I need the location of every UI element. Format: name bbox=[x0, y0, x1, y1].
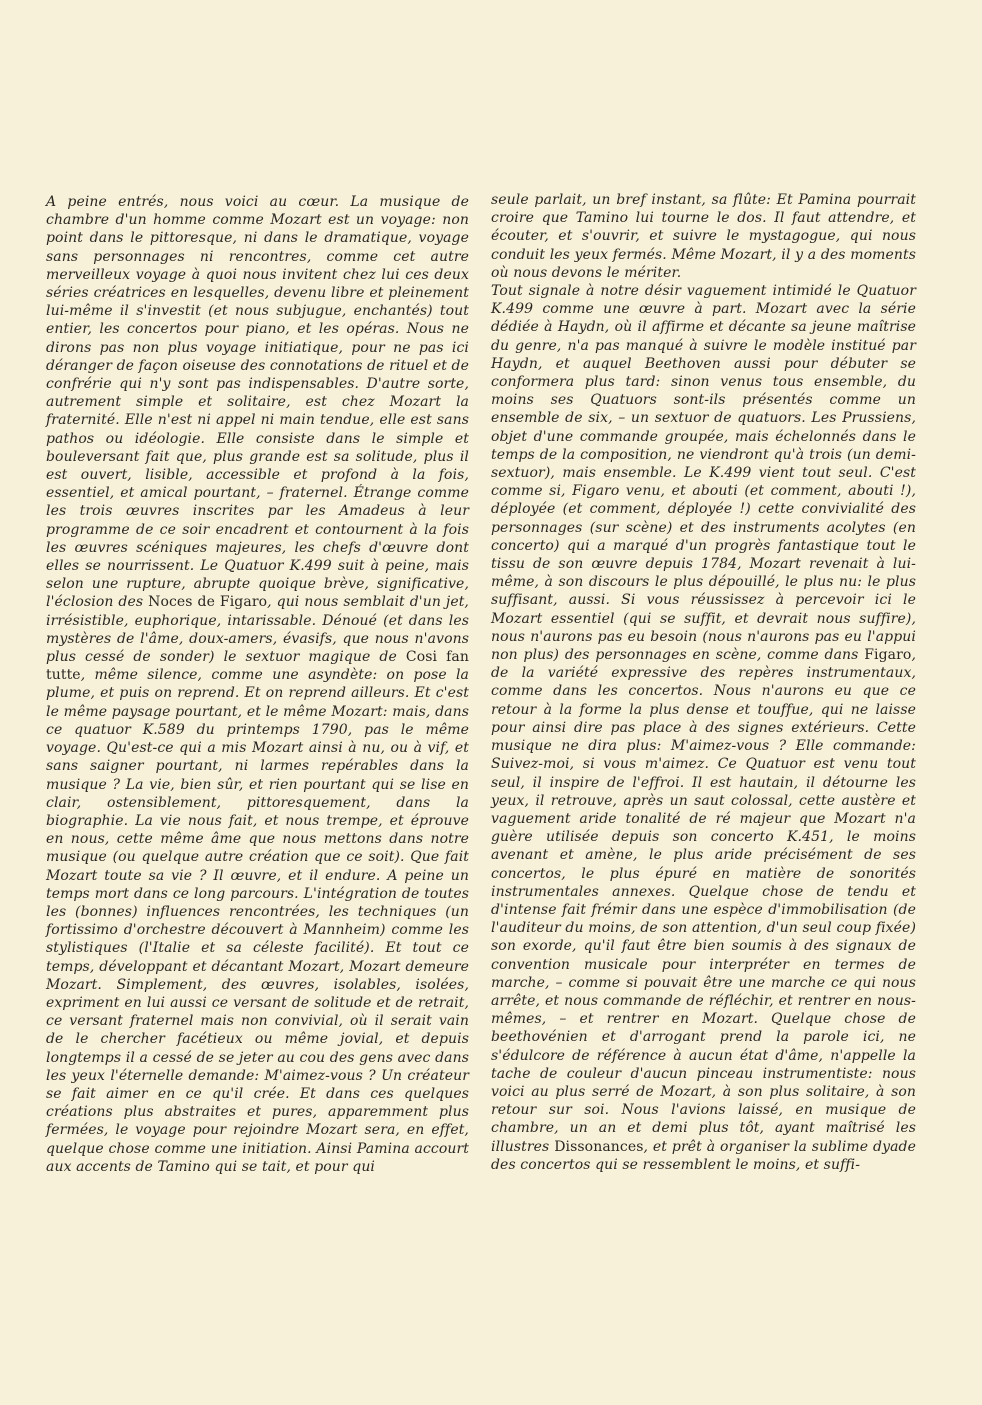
right-text-column bbox=[491, 191, 916, 1174]
right-paragraph-text-3: , et prêt à organiser la sublime dyade des concertos qui se ressemblent le moins, et suffi- bbox=[491, 1138, 916, 1173]
figaro-opera-title: Noces de Figaro bbox=[148, 594, 268, 611]
left-paragraph bbox=[46, 193, 469, 1176]
cosi-opera-title: Cosi fan tutte bbox=[46, 649, 469, 684]
right-paragraph-2 bbox=[491, 282, 916, 1174]
figaro-word: Figaro bbox=[864, 647, 912, 664]
left-paragraph-text-1: A peine entrés, nous voici au cœur. La musique de chambre d'un homme comme Mozart est un voyage: non point dans le pittoresque, ni dans le dramatique, voyage sans personnages ni rencontres, comme cet autre merveilleux voyage à quoi nous invitent chez lui ces deux séries créatrices en lesquelles, devenu libre et pleinement lui-même il s'investit (et nous subjugue, enchantés) tout entier, les concertos pour piano, et les opéras. Nous ne dirons pas non plus voyage initiatique, pour ne pas ici déranger de façon oiseuse des connotations de rituel et de confrérie qui n'y sont pas indispensables. D'autre sorte, autrement simple et solitaire, est chez Mozart la fraternité. Elle n'est ni appel ni main tendue, elle est sans pathos ou idéologie. Elle consiste dans le simple et bouleversant fait que, plus grande est sa solitude, plus il est ouvert, lisible, accessible et profond à la fois, essentiel, et amical pourtant, – fraternel. Étrange comme les trois œuvres inscrites par les Amadeus à leur programme de ce soir encadrent et contournent à la fois les œuvres scéniques majeures, les chefs d'œuvre dont elles se nourrissent. Le Quatuor K.499 suit à peine, mais selon une rupture, abrupte quoique brève, significative, l'éclosion des bbox=[46, 194, 469, 611]
right-paragraph-text-2: , de la variété expressive des repères instrumentaux, comme dans les concertos. Nous n'aurons eu que ce retour à la forme la plus dense et touffue, qui ne laisse pour ainsi dire pas place à des signes extérieurs. Cette musique ne dira plus: M'aimez-vous ? Elle commande: Suivez-moi, si vous m'aimez. Ce Quatuor est venu tout seul, il inspire de l'effroi. Il est hautain, il détourne les yeux, il retrouve, après un saut colossal, cette austère et vaguement aride tonalité de ré majeur que Mozart n'a guère utilisée depuis son concerto K.451, le moins avenant et amène, le plus aride précisément de ses concertos, le plus épuré en matière de sonorités instrumentales annexes. Quelque chose de tendu et d'intense fait frémir dans une espèce d'immobilisation (de l'auditeur du moins, de son attention, d'un seul coup fixée) son exorde, qu'il faut être bien soumis à des signaux de convention musicale pour interpréter en termes de marche, – comme si pouvait être une marche ce qui nous arrête, et nous commande de réfléchir, et rentrer en nous-mêmes, – et rentrer en Mozart. Quelque chose de beethovénien et d'arrogant prend la parole ici, ne s'édulcore de référence à aucun état d'âme, n'appelle la tache de couleur d'aucun pinceau instrumentiste: nous voici au plus serré de Mozart, à son plus solitaire, à son retour sur soi. Nous l'avions laissé, en musique de chambre, un an et demi plus tôt, ayant maîtrisé les illustres bbox=[491, 647, 916, 1155]
left-paragraph-text-3: , même silence, comme une asyndète: on pose la plume, et puis on reprend. Et on reprend ailleurs. Et c'est le même paysage pourtant, et le même Mozart: mais, dans ce quatuor K.589 du printemps 1790, pas le même voyage. Qu'est-ce qui a mis Mozart ainsi à nu, ou à vif, et sans saigner pourtant, ni larmes repérables dans la musique ? La vie, bien sûr, et rien pourtant qui se lise en clair, ostensiblement, pittoresquement, dans la biographie. La vie nous fait, et nous trempe, et éprouve en nous, cette même âme que nous mettons dans notre musique (ou quelque autre création que ce soit). Que fait Mozart toute sa vie ? Il œuvre, et il endure. A peine un temps mort dans ce long parcours. L'intégration de toutes les (bonnes) influences rencontrées, les techniques (un fortissimo d'orchestre découvert à Mannheim) comme les stylistiques (l'Italie et sa céleste facilité). Et tout ce temps, développant et décantant Mozart, Mozart demeure Mozart. Simplement, des œuvres, isolables, isolées, expriment en lui aussi ce versant de solitude et de retrait, ce versant fraternel mais non convivial, où il serait vain de le chercher facétieux ou même jovial, et depuis longtemps il a cessé de se jeter au cou des gens avec dans les yeux l'éternelle demande: M'aimez-vous ? Un créateur se fait aimer en ce qu'il crée. Et dans ces quelques créations plus abstraites et pures, apparemment plus fermées, le voyage pour rejoindre Mozart sera, en effet, quelque chose comme une initiation. Ainsi Pamina accourt aux accents de Tamino qui se tait, et pour qui bbox=[46, 667, 469, 1175]
dissonances-title: Dissonances bbox=[554, 1138, 644, 1155]
left-paragraph-text-2: , qui nous semblait d'un jet, irrésistible, euphorique, intarissable. Dénoué (et dans les mystères de l'âme, doux-amers, évasifs, que nous n'avons plus cessé de sonder) le sextuor magique de bbox=[46, 594, 469, 666]
right-paragraph-1: seule parlait, un bref instant, sa flûte: Et Pamina pourrait croire que Tamino lui tourne le dos. Il faut attendre, et écouter, et s'ouvrir, et suivre le mystagogue, qui nous conduit les yeux fermés. Même Mozart, il y a des moments où nous devons le mériter. bbox=[491, 192, 916, 281]
left-text-column bbox=[46, 193, 469, 1176]
right-paragraph-text-1: Tout signale à notre désir vaguement intimidé le Quatuor K.499 comme une œuvre à part. Mozart avec la série dédiée à Haydn, où il affirme et décante sa jeune maîtrise du genre, n'a pas manqué à suivre le modèle institué par Haydn, et auquel Beethoven aussi pour débuter se conformera plus tard: sinon venus tous ensemble, du moins ses Quatuors sont-ils présentés comme un ensemble de six, – un sextuor de quatuors. Les Prussiens, objet d'une commande groupée, mais échelonnés dans le temps de la composition, ne viendront qu'à trois (un demi-sextuor), mais ensemble. Le K.499 vient tout seul. C'est comme si, Figaro venu, et abouti (et comment, abouti !), déployée (et comment, déployée !) cette convivialité des personnages (sur scène) et des instruments acolytes (en concerto) qui a marqué d'un progrès fantastique tout le tissu de son œuvre depuis 1784, Mozart revenait à lui-même, à son discours le plus dépouillé, le plus nu: le plus suffisant, aussi. Si vous réussissez à percevoir ici le Mozart essentiel (qui se suffit, et devrait nous suffire), nous n'aurons pas eu besoin (nous n'aurons pas eu l'appui non plus) des personnages en scène, comme dans bbox=[491, 283, 916, 664]
